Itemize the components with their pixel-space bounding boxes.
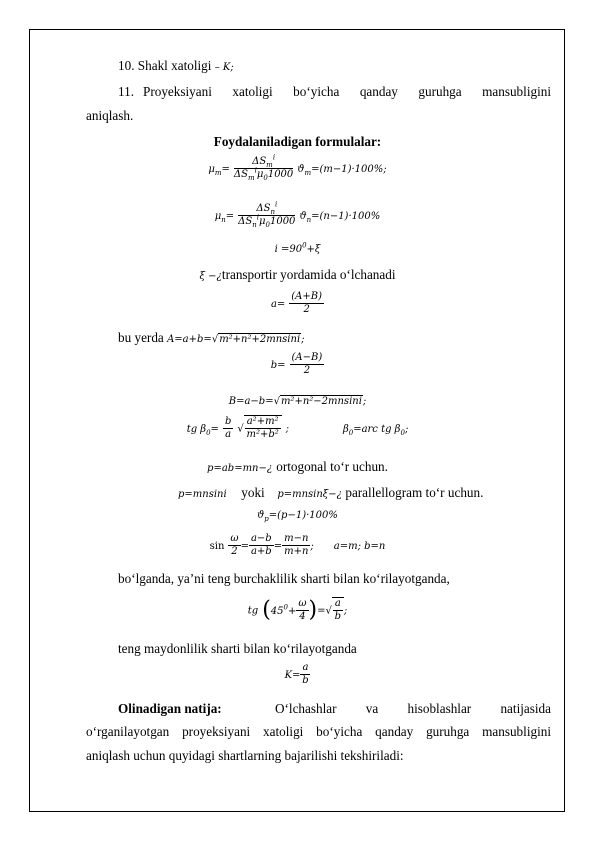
formula-sin: sin $\frac{\omega}{2}$ = $\frac{a-b}{a+b}$ = $\frac{m-n}{m+n}$ ; a=m; b=n	[209, 533, 386, 557]
formula-a: a= $\frac{(A+B)}{2}$	[270, 291, 323, 315]
formula-b: b= $\frac{(A-B)}{2}$	[270, 352, 323, 376]
formula-mu-n-fraction: $\frac{\Delta S_n^i}{\Delta S_n^i\mu_01000}$	[238, 200, 296, 229]
teng-maydonlilik-line: teng maydonlilik sharti bilan ko‘rilayotganda	[118, 641, 357, 656]
result-line-3: aniqlash uchun quyidagi shartlarning bajarilishi tekshiriladi:	[86, 748, 404, 763]
item-10: 10. Shakl xatoligi – K;	[118, 58, 234, 73]
formulas-title: Foydalaniladigan formulalar:	[213, 134, 382, 149]
item-11-number: 11.	[118, 84, 134, 99]
formula-tg-beta: tg $\beta_0=$ $\frac{b}{a}$ √ $\frac{\text{a²+m²}}{\text{m²+b²}}$ ; $\beta_0=arc$ tg $\beta_0$;	[186, 415, 409, 440]
item-11-text: Proyeksiyani xatoligi bo‘yicha qanday guruhga mansubligini	[143, 84, 551, 99]
formula-xi-line: ξ −¿transportir yordamida o‘lchanadi	[199, 267, 396, 282]
result-label: Olinadigan natija:	[118, 701, 222, 716]
formula-K: K= $\frac{a}{b}$	[284, 662, 309, 686]
formula-B: B=a−b=√m²+n²−2mnsini;	[228, 396, 367, 407]
buyerda-line: bu yerda A=a+b=√m²+n²+2mnsini;	[118, 330, 305, 345]
formula-mu-m: $\mu_m=$ $\frac{\Delta S_m^i}{\Delta S_m^i\mu_01000}$ $ϑ_m=(m-1)\cdot 100\%$;	[208, 153, 387, 182]
formula-mu-n: $\mu_n=$ $\frac{\Delta S_n^i}{\Delta S_n^i\mu_01000}$ $ϑ_n=(n-1)\cdot 100\%$	[214, 200, 381, 229]
formula-theta-p: $ϑ_p=(p-1)\cdot 100\%$	[257, 510, 338, 523]
bolganda-line: bo‘lganda, ya’ni teng burchaklilik sharti bilan ko‘rilayotganda,	[118, 571, 450, 586]
item-11-cont: aniqlash.	[86, 108, 134, 123]
formula-tg-45: tg ($45^0+$ $\frac{\omega}{4}$ )=√ $\frac{a}{b}$ ;	[247, 597, 348, 623]
formula-p-parallelogram: p=mnsini yoki p=mnsinξ−¿ parallellogram to‘r uchun.	[178, 485, 484, 500]
formula-p-orthogonal: p=ab=mn−¿ ortogonal to‘r uchun.	[207, 459, 388, 474]
result-line-2: o‘rganilayotgan proyeksiyani xatoligi bo‘yicha qanday guruhga mansubligini	[86, 724, 551, 739]
formula-mu-m-fraction: $\frac{\Delta S_m^i}{\Delta S_m^i\mu_01000}$	[233, 153, 294, 182]
formula-i: $i =90^0+\xi$	[274, 241, 321, 255]
result-line-1: O‘lchashlar va hisoblashlar natijasida	[275, 701, 551, 716]
